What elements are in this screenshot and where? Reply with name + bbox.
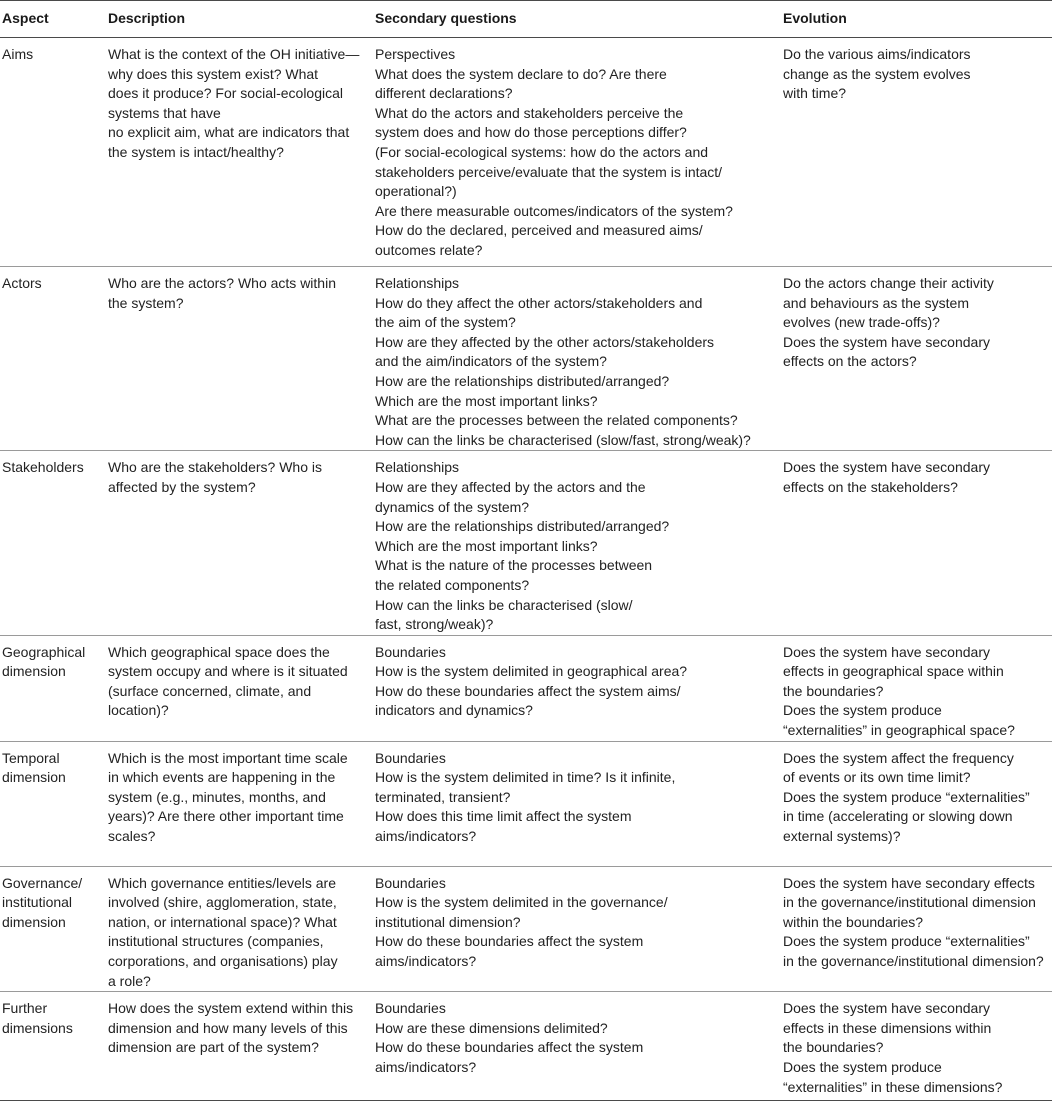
description-cell: [108, 38, 375, 267]
description-line: no explicit aim, what are indicators that: [108, 124, 350, 141]
secondary-line: How can the links be characterised (slow/fast, strong/weak)?: [375, 431, 751, 448]
evolution-line: the boundaries?: [783, 682, 884, 699]
aspect-cell: [0, 635, 108, 741]
description-line: institutional structures (companies,: [108, 933, 324, 950]
secondary-line: Boundaries: [375, 1000, 446, 1017]
secondary-line: and the aim/indicators of the system?: [375, 353, 607, 370]
aspect-cell: [0, 38, 108, 267]
secondary-line: Boundaries: [375, 874, 446, 891]
evolution-line: the boundaries?: [783, 1039, 884, 1056]
description-line: why does this system exist? What: [108, 65, 319, 82]
evolution-cell: [783, 635, 1052, 741]
evolution-cell: [783, 38, 1052, 267]
secondary-line: different declarations?: [375, 85, 513, 102]
description-cell: [108, 866, 375, 992]
secondary-questions-cell: [375, 866, 783, 992]
secondary-line: the related components?: [375, 576, 530, 593]
evolution-line: change as the system evolves: [783, 65, 971, 82]
header-description: Description: [108, 1, 375, 38]
table-row: [0, 38, 1052, 267]
table-row: [0, 741, 1052, 866]
evolution-line: of events or its own time limit?: [783, 769, 971, 786]
description-line: Which geographical space does the: [108, 643, 330, 660]
table-row: [0, 635, 1052, 741]
secondary-line: What is the nature of the processes between: [375, 557, 653, 574]
description-line: Who are the actors? Who acts within: [108, 275, 336, 291]
secondary-line: What do the actors and stakeholders perceive the: [375, 104, 684, 121]
secondary-questions-cell: [375, 267, 783, 451]
description-line: dimension are part of the system?: [108, 1039, 319, 1056]
secondary-line: How are the relationships distributed/arranged?: [375, 518, 670, 535]
aspect-line: dimension: [2, 913, 66, 930]
aspect-cell: [0, 267, 108, 451]
header-row: [0, 1, 1052, 38]
header-secondary-questions: Secondary questions: [375, 1, 783, 38]
secondary-line: What are the processes between the related components?: [375, 412, 738, 429]
description-line: the system?: [108, 294, 184, 311]
secondary-line: Which are the most important links?: [375, 537, 598, 554]
secondary-line: stakeholders perceive/evaluate that the system is intact/: [375, 163, 723, 180]
secondary-line: What does the system declare to do? Are there: [375, 65, 667, 82]
evolution-cell: [783, 451, 1052, 635]
description-cell: [108, 992, 375, 1101]
description-line: in which events are happening in the: [108, 769, 336, 786]
evolution-line: effects in geographical space within: [783, 663, 1004, 680]
secondary-line: How is the system delimited in geographical area?: [375, 663, 688, 680]
evolution-line: Does the system produce “externalities”: [783, 933, 1030, 950]
secondary-questions-cell: [375, 741, 783, 866]
evolution-line: Does the system have secondary: [783, 1000, 990, 1017]
aspect-line: Temporal: [2, 749, 60, 766]
description-line: does it produce? For social-ecological: [108, 85, 344, 102]
description-line: How does the system extend within this: [108, 1000, 354, 1017]
secondary-line: How is the system delimited in time? Is it infinite,: [375, 769, 676, 786]
table-row: [0, 267, 1052, 451]
aspect-line: Aims: [2, 46, 34, 62]
aspect-cell: [0, 866, 108, 992]
secondary-line: the aim of the system?: [375, 314, 516, 331]
table-row: [0, 451, 1052, 635]
header-aspect: Aspect: [0, 1, 108, 38]
evolution-line: effects on the actors?: [783, 353, 917, 370]
secondary-line: Are there measurable outcomes/indicators of the system?: [375, 202, 733, 219]
secondary-questions-cell: [375, 635, 783, 741]
evolution-line: external systems)?: [783, 828, 901, 845]
description-line: affected by the system?: [108, 478, 256, 495]
evolution-cell: [783, 992, 1052, 1101]
evolution-line: “externalities” in geographical space?: [783, 722, 1015, 739]
secondary-line: How are these dimensions delimited?: [375, 1019, 608, 1036]
description-line: (surface concerned, climate, and: [108, 682, 312, 699]
secondary-line: Relationships: [375, 459, 460, 476]
evolution-line: in time (accelerating or slowing down: [783, 808, 1013, 825]
secondary-line: How does this time limit affect the system: [375, 808, 632, 825]
description-line: What is the context of the OH initiative—: [108, 46, 360, 62]
description-cell: [108, 741, 375, 866]
evolution-line: Does the system have secondary effects: [783, 874, 1035, 891]
secondary-line: Boundaries: [375, 749, 446, 766]
description-line: corporations, and organisations) play: [108, 953, 338, 970]
secondary-line: fast, strong/weak)?: [375, 616, 494, 633]
aspect-line: institutional: [2, 894, 73, 911]
aspect-line: dimension: [2, 769, 66, 786]
description-cell: [108, 267, 375, 451]
secondary-line: Relationships: [375, 275, 460, 291]
secondary-line: institutional dimension?: [375, 913, 521, 930]
secondary-line: system does and how do those perceptions differ?: [375, 124, 687, 141]
secondary-line: How do the declared, perceived and measured aims/: [375, 222, 703, 239]
table-row: [0, 866, 1052, 992]
evolution-line: effects in these dimensions within: [783, 1019, 992, 1036]
evolution-line: Does the system have secondary: [783, 333, 990, 350]
evolution-line: Do the various aims/indicators: [783, 46, 971, 62]
description-line: dimension and how many levels of this: [108, 1019, 348, 1036]
secondary-line: operational?): [375, 183, 457, 200]
secondary-line: How are the relationships distributed/arranged?: [375, 372, 670, 389]
aspect-line: Actors: [2, 275, 42, 291]
secondary-line: How is the system delimited in the governance/: [375, 894, 668, 911]
aspect-cell: [0, 451, 108, 635]
secondary-line: aims/indicators?: [375, 953, 477, 970]
evolution-line: Does the system have secondary: [783, 459, 990, 476]
evolution-line: evolves (new trade-offs)?: [783, 314, 940, 331]
secondary-line: outcomes relate?: [375, 241, 483, 258]
aspect-line: Geographical: [2, 643, 86, 660]
table-row: [0, 992, 1052, 1101]
secondary-line: aims/indicators?: [375, 828, 477, 845]
secondary-line: terminated, transient?: [375, 788, 511, 805]
evolution-line: Do the actors change their activity: [783, 275, 994, 291]
description-line: system (e.g., minutes, months, and: [108, 788, 326, 805]
description-line: Who are the stakeholders? Who is: [108, 459, 322, 476]
evolution-line: in the governance/institutional dimension?: [783, 953, 1044, 970]
evolution-line: effects on the stakeholders?: [783, 478, 958, 495]
aspect-line: Stakeholders: [2, 459, 84, 476]
secondary-line: Which are the most important links?: [375, 392, 598, 409]
secondary-line: How do these boundaries affect the system: [375, 1039, 644, 1056]
description-cell: [108, 451, 375, 635]
secondary-line: (For social-ecological systems: how do the actors and: [375, 143, 709, 160]
secondary-questions-cell: [375, 38, 783, 267]
secondary-line: How do these boundaries affect the system aims/: [375, 682, 681, 699]
secondary-line: aims/indicators?: [375, 1059, 477, 1075]
description-line: Which governance entities/levels are: [108, 874, 337, 891]
description-line: location)?: [108, 702, 169, 719]
evolution-cell: [783, 741, 1052, 866]
aspect-line: dimension: [2, 663, 66, 680]
aspect-cell: [0, 992, 108, 1101]
aspect-line: dimensions: [2, 1019, 73, 1036]
description-cell: [108, 635, 375, 741]
evolution-line: in the governance/institutional dimension: [783, 894, 1036, 911]
evolution-line: Does the system produce: [783, 702, 942, 719]
description-line: involved (shire, agglomeration, state,: [108, 894, 337, 911]
description-line: a role?: [108, 972, 151, 989]
table-header: [0, 1, 1052, 38]
aspect-cell: [0, 741, 108, 866]
evolution-line: Does the system affect the frequency: [783, 749, 1014, 766]
evolution-line: with time?: [783, 85, 847, 102]
evolution-cell: [783, 866, 1052, 992]
evolution-line: Does the system produce: [783, 1059, 942, 1075]
aspect-line: Governance/: [2, 874, 83, 891]
description-line: system occupy and where is it situated: [108, 663, 348, 680]
secondary-line: How are they affected by the other actors/stakeholders: [375, 333, 715, 350]
secondary-line: How do these boundaries affect the system: [375, 933, 644, 950]
description-line: years)? Are there other important time: [108, 808, 344, 825]
secondary-line: Perspectives: [375, 46, 456, 62]
aspect-line: Further: [2, 1000, 48, 1017]
description-line: scales?: [108, 828, 156, 845]
evolution-line: Does the system produce “externalities”: [783, 788, 1030, 805]
description-line: Which is the most important time scale: [108, 749, 348, 766]
evolution-line: Does the system have secondary: [783, 643, 990, 660]
table-body: [0, 38, 1052, 1101]
secondary-line: Boundaries: [375, 643, 446, 660]
evolution-line: within the boundaries?: [783, 913, 924, 930]
description-line: the system is intact/healthy?: [108, 143, 284, 160]
header-evolution: Evolution: [783, 1, 1052, 38]
secondary-line: How do they affect the other actors/stakeholders and: [375, 294, 703, 311]
description-line: systems that have: [108, 104, 221, 121]
evolution-cell: [783, 267, 1052, 451]
evolution-line: and behaviours as the system: [783, 294, 969, 311]
secondary-questions-cell: [375, 451, 783, 635]
secondary-line: How are they affected by the actors and the: [375, 478, 646, 495]
evolution-line: “externalities” in these dimensions?: [783, 1078, 1003, 1095]
secondary-line: dynamics of the system?: [375, 498, 530, 515]
secondary-line: How can the links be characterised (slow/: [375, 596, 633, 613]
secondary-questions-cell: [375, 992, 783, 1101]
description-line: nation, or international space)? What: [108, 913, 337, 930]
secondary-line: indicators and dynamics?: [375, 702, 533, 719]
